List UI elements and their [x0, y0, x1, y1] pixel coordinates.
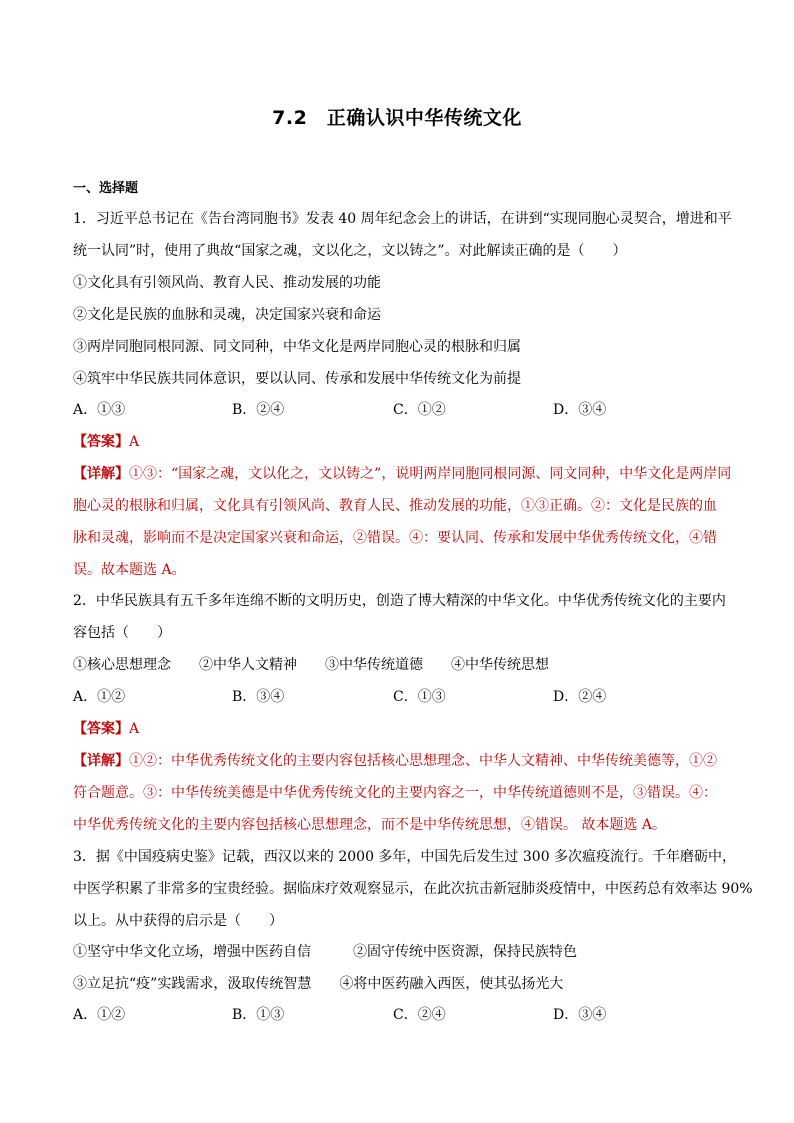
- q1-option-a: A．①③: [73, 402, 126, 418]
- q3-stem-line-3: 以上。从中获得的启示是（ ）: [73, 913, 283, 929]
- q2-detail-line-3: 中华优秀传统文化的主要内容包括核心思想理念，而不是中华传统思想，④错误。 故本题选 A。: [73, 817, 667, 833]
- q2-items: ①核心思想理念 ②中华人文精神 ③中华传统道德 ④中华传统思想: [73, 657, 549, 673]
- q2-detail-line-2: 符合题意。③：中华传统美德是中华优秀传统文化的主要内容之一，中华传统道德则不是，③错误。④：: [73, 785, 717, 801]
- answer-tag: 【答案】: [73, 721, 129, 737]
- q2-stem-line-2: 容包括（ ）: [73, 625, 171, 641]
- detail-tag: 【详解】: [73, 753, 129, 769]
- q2-option-a: A．①②: [73, 689, 126, 705]
- q1-option-b: B．②④: [232, 402, 285, 418]
- detail-text: ①②：中华优秀传统文化的主要内容包括核心思想理念、中华人文精神、中华传统美德等，①②: [129, 753, 717, 769]
- answer-tag: 【答案】: [73, 434, 129, 450]
- q3-option-d: D．③④: [553, 1007, 607, 1023]
- q1-detail-line-4: 误。故本题选 A。: [73, 562, 186, 578]
- q2-option-b: B．③④: [232, 689, 285, 705]
- section-heading: 一、选择题: [73, 181, 139, 196]
- q3-option-b: B．①③: [232, 1007, 285, 1023]
- q1-item-1: ①文化具有引领风尚、教育人民、推动发展的功能: [73, 275, 381, 291]
- q3-items-row-1: ①坚守中华文化立场，增强中医药自信 ②固守传统中医资源，保持民族特色: [73, 944, 577, 960]
- q2-option-d: D．②④: [553, 689, 607, 705]
- q1-detail-line-1: [73, 463, 731, 483]
- q2-stem-line-1: 2．中华民族具有五千多年连绵不断的文明历史，创造了博大精深的中华文化。中华优秀传统文化的主要内: [73, 593, 726, 609]
- q1-detail-line-2: 胞心灵的根脉和归属，文化具有引领风尚、教育人民、推动发展的功能，①③正确。②：文化是民族的血: [73, 498, 717, 514]
- q3-stem-line-2: 中医学积累了非常多的宝贵经验。据临床疗效观察显示，在此次抗击新冠肺炎疫情中，中医药总有效率达 90%: [73, 881, 753, 897]
- detail-text: ①③：“国家之魂，文以化之，文以铸之”，说明两岸同胞同根同源、同文同种，中华文化是两岸同: [129, 466, 732, 482]
- q3-items-row-2: ③立足抗“疫”实践需求，汲取传统智慧 ④将中医药融入西医，使其弘扬光大: [73, 976, 564, 992]
- q1-option-c: C．①②: [393, 402, 446, 418]
- page-title: 7.2 正确认识中华传统文化: [272, 107, 522, 129]
- q1-stem-line-2: 统一认同”时，使用了典故“国家之魂，文以化之，文以铸之”。对此解读正确的是（ ）: [73, 243, 627, 259]
- detail-tag: 【详解】: [73, 466, 129, 482]
- q1-item-2: ②文化是民族的血脉和灵魂，决定国家兴衰和命运: [73, 307, 381, 323]
- q3-option-c: C．②④: [393, 1007, 446, 1023]
- q1-option-d: D．③④: [553, 402, 607, 418]
- q2-option-c: C．①③: [393, 689, 446, 705]
- q1-item-4: ④筑牢中华民族共同体意识，要以认同、传承和发展中华传统文化为前提: [73, 371, 521, 387]
- q2-detail-line-1: [73, 750, 717, 770]
- q1-stem-line-1: 1．习近平总书记在《告台湾同胞书》发表 40 周年纪念会上的讲话，在讲到“实现同胞心灵契合，增进和平: [73, 211, 732, 227]
- q3-stem-line-1: 3．据《中国疫病史鉴》记载，西汉以来的 2000 多年，中国先后发生过 300 多次瘟疫流行。千年磨砺中，: [73, 849, 737, 865]
- q2-answer: [73, 718, 139, 738]
- q3-option-a: A．①②: [73, 1007, 126, 1023]
- q1-item-3: ③两岸同胞同根同源、同文同种，中华文化是两岸同胞心灵的根脉和归属: [73, 339, 521, 355]
- q1-detail-line-3: 脉和灵魂，影响而不是决定国家兴衰和命运，②错误。④：要认同、传承和发展中华优秀传统文化，④错: [73, 530, 717, 546]
- answer-value: A: [129, 721, 140, 737]
- q1-answer: [73, 431, 139, 451]
- answer-value: A: [129, 434, 140, 450]
